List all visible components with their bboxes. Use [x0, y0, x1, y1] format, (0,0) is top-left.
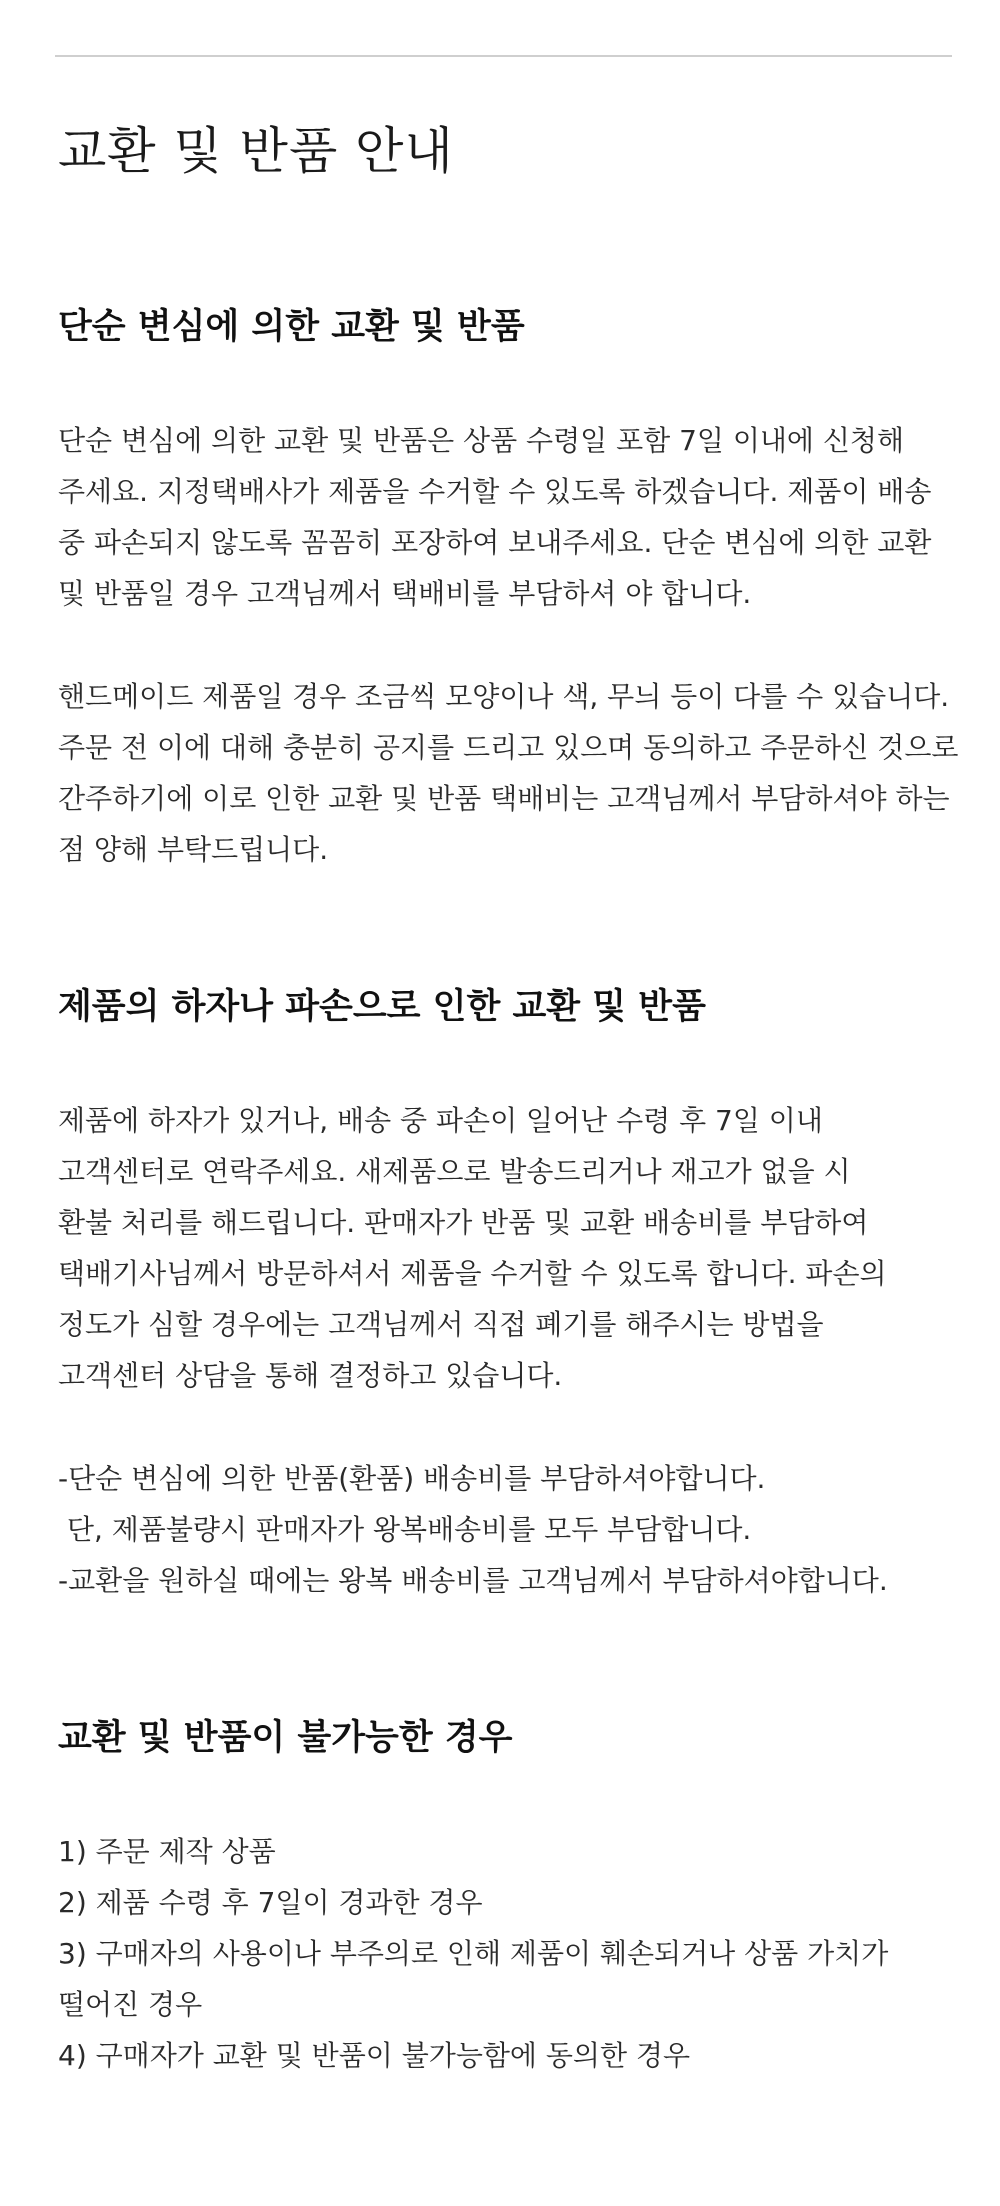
section-heading-defect-damage: 제품의 하자나 파손으로 인한 교환 및 반품	[58, 987, 706, 1027]
list-item: 2) 제품 수령 후 7일이 경과한 경우	[58, 1886, 483, 1919]
paragraph-line: 및 반품일 경우 고객님께서 택배비를 부담하셔 야 합니다.	[58, 577, 752, 610]
paragraph-line: 주문 전 이에 대해 충분히 공지를 드리고 있으며 동의하고 주문하신 것으로	[58, 731, 959, 764]
paragraph-line: 제품에 하자가 있거나, 배송 중 파손이 일어난 수령 후 7일 이내	[58, 1104, 823, 1137]
section-heading-not-possible: 교환 및 반품이 불가능한 경우	[58, 1718, 513, 1758]
paragraph-line: 고객센터 상담을 통해 결정하고 있습니다.	[58, 1359, 563, 1392]
paragraph-line: 단순 변심에 의한 교환 및 반품은 상품 수령일 포함 7일 이내에 신청해	[58, 424, 905, 457]
paragraph-line: 단, 제품불량시 판매자가 왕복배송비를 모두 부담합니다.	[58, 1513, 752, 1546]
section-heading-change-of-mind: 단순 변심에 의한 교환 및 반품	[58, 307, 525, 347]
paragraph-line: 정도가 심할 경우에는 고객님께서 직접 폐기를 해주시는 방법을	[58, 1308, 824, 1341]
list-item: 4) 구매자가 교환 및 반품이 불가능함에 동의한 경우	[58, 2039, 691, 2072]
paragraph-line: 고객센터로 연락주세요. 새제품으로 발송드리거나 재고가 없을 시	[58, 1155, 851, 1188]
paragraph-line: 간주하기에 이로 인한 교환 및 반품 택배비는 고객님께서 부담하셔야 하는	[58, 782, 950, 815]
paragraph-line: -교환을 원하실 때에는 왕복 배송비를 고객님께서 부담하셔야합니다.	[58, 1564, 888, 1597]
list-item-continuation: 떨어진 경우	[58, 1988, 203, 2021]
paragraph-line: 주세요. 지정택배사가 제품을 수거할 수 있도록 하겠습니다. 제품이 배송	[58, 475, 932, 508]
list-item: 1) 주문 제작 상품	[58, 1835, 276, 1868]
page-title: 교환 및 반품 안내	[58, 122, 454, 180]
top-divider	[55, 55, 952, 57]
paragraph-line: -단순 변심에 의한 반품(환품) 배송비를 부담하셔야합니다.	[58, 1462, 766, 1495]
paragraph-line: 택배기사님께서 방문하셔서 제품을 수거할 수 있도록 합니다. 파손의	[58, 1257, 887, 1290]
paragraph-line: 환불 처리를 해드립니다. 판매자가 반품 및 교환 배송비를 부담하여	[58, 1206, 869, 1239]
list-item: 3) 구매자의 사용이나 부주의로 인해 제품이 훼손되거나 상품 가치가	[58, 1937, 889, 1970]
paragraph-line: 중 파손되지 않도록 꼼꼼히 포장하여 보내주세요. 단순 변심에 의한 교환	[58, 526, 932, 559]
paragraph-line: 점 양해 부탁드립니다.	[58, 833, 329, 866]
paragraph-line: 핸드메이드 제품일 경우 조금씩 모양이나 색, 무늬 등이 다를 수 있습니다.	[58, 680, 950, 713]
